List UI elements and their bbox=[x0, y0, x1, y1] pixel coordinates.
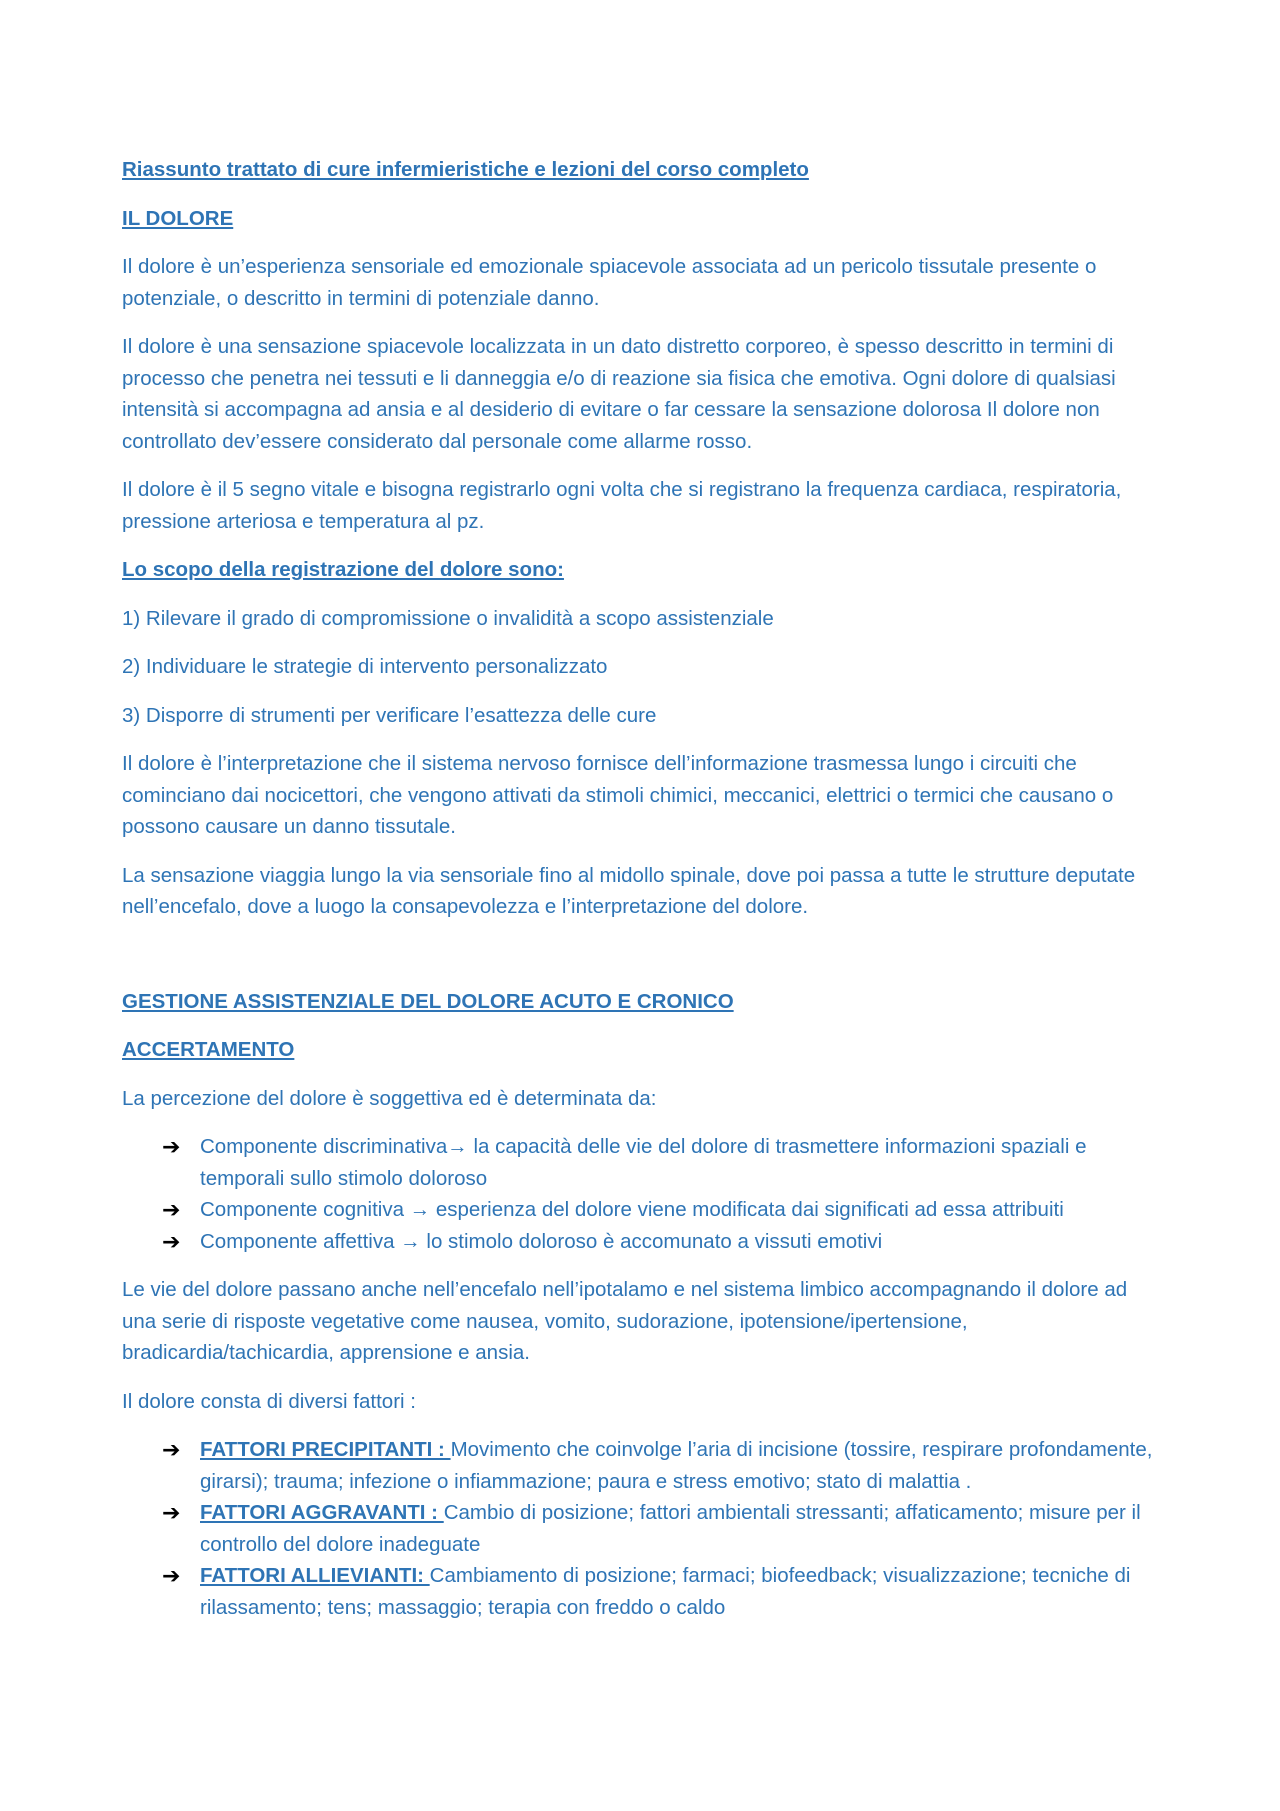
arrow-bullet-icon: ➔ bbox=[162, 1500, 181, 1525]
goal-item: 2) Individuare le strategie di intervento personalizzato bbox=[122, 655, 608, 678]
goal-item: 1) Rilevare il grado di compromissione o invalidità a scopo assistenziale bbox=[122, 606, 774, 630]
component-name: Componente discriminativa bbox=[200, 1135, 448, 1158]
list-item bbox=[122, 1434, 1162, 1497]
paragraph: Il dolore è una sensazione spiacevole localizzata in un dato distretto corporeo, è spesso descritto in termini di processo che penetra nei tessuti e li danneggia e/o di reazione sia fisica che emotiva. Ogni dolore di qualsiasi intensità si accompagna ad ansia e al desiderio di evitare o far cessare la sensazione dolorosa Il dolore non controllato dev’essere considerato dal personale come allarme rosso. bbox=[122, 335, 1116, 453]
component-text: lo stimolo doloroso è accomunato a vissuti emotivi bbox=[420, 1229, 883, 1253]
factor-text: Cambiamento di posizione; farmaci; biofeedback; visualizzazione; tecniche di rilassamento; tens; massaggio; terapia con freddo o caldo bbox=[200, 1564, 1131, 1619]
paragraph: Il dolore è un’esperienza sensoriale ed emozionale spiacevole associata ad un pericolo tissutale presente o potenziale, o descritto in termini di potenziale danno. bbox=[122, 255, 1097, 310]
arrow-bullet-icon: ➔ bbox=[162, 1437, 181, 1462]
factor-label: FATTORI AGGRAVANTI : bbox=[200, 1501, 444, 1524]
arrow-icon: → bbox=[447, 1135, 468, 1158]
list-item bbox=[122, 1226, 1162, 1258]
factor-text: Cambio di posizione; fattori ambientali stressanti; affaticamento; misure per il controllo del dolore inadeguate bbox=[200, 1501, 1141, 1556]
list-item bbox=[122, 1497, 1162, 1560]
arrow-bullet-icon: ➔ bbox=[162, 1228, 181, 1254]
arrow-icon: → bbox=[400, 1229, 421, 1253]
factor-text: Movimento che coinvolge l’aria di incisione (tossire, respirare profondamente, girarsi); trauma; infezione o infiammazione; paura e stress emotivo; stato di malattia . bbox=[200, 1438, 1153, 1493]
factors-list bbox=[122, 1434, 1162, 1623]
spacer bbox=[122, 940, 1162, 986]
factor-label: FATTORI ALLIEVIANTI: bbox=[200, 1564, 430, 1587]
component-name: Componente affettiva bbox=[200, 1229, 401, 1253]
component-text: esperienza del dolore viene modificata dai significati ad essa attribuiti bbox=[430, 1198, 1064, 1221]
document-body bbox=[122, 154, 1162, 1640]
arrow-bullet-icon: ➔ bbox=[162, 1134, 181, 1159]
paragraph: La percezione del dolore è soggettiva ed è determinata da: bbox=[122, 1086, 657, 1110]
factor-label: FATTORI PRECIPITANTI : bbox=[200, 1438, 451, 1461]
components-list bbox=[122, 1131, 1162, 1257]
paragraph: Il dolore è l’interpretazione che il sistema nervoso fornisce dell’informazione trasmessa lungo i circuiti che cominciano dai nocicettori, che vengono attivati da stimoli chimici, meccanici, elettrici o termici che causano o possono causare un danno tissutale. bbox=[122, 752, 1114, 838]
paragraph: Il dolore consta di diversi fattori : bbox=[122, 1389, 416, 1413]
subheading-accertamento: ACCERTAMENTO bbox=[122, 1038, 295, 1061]
goal-item: 3) Disporre di strumenti per verificare l’esattezza delle cure bbox=[122, 703, 657, 727]
paragraph: Il dolore è il 5 segno vitale e bisogna registrarlo ogni volta che si registrano la frequenza cardiaca, respiratoria, pressione arteriosa e temperatura al pz. bbox=[122, 478, 1122, 533]
subheading-scopo: Lo scopo della registrazione del dolore sono: bbox=[122, 558, 564, 581]
section-heading-gestione: GESTIONE ASSISTENZIALE DEL DOLORE ACUTO E CRONICO bbox=[122, 989, 734, 1013]
arrow-bullet-icon: ➔ bbox=[162, 1197, 181, 1222]
section-heading-il-dolore: IL DOLORE bbox=[122, 206, 234, 230]
list-item bbox=[122, 1194, 1162, 1226]
paragraph: La sensazione viaggia lungo la via sensoriale fino al midollo spinale, dove poi passa a tutte le strutture deputate nell’encefalo, dove a luogo la consapevolezza e l’interpretazione del dolore. bbox=[122, 863, 1136, 918]
component-name: Componente cognitiva bbox=[200, 1198, 410, 1221]
component-text: la capacità delle vie del dolore di trasmettere informazioni spaziali e temporali sullo stimolo doloroso bbox=[200, 1135, 1087, 1190]
arrow-icon: → bbox=[409, 1198, 431, 1221]
list-item bbox=[122, 1560, 1162, 1623]
paragraph: Le vie del dolore passano anche nell’encefalo nell’ipotalamo e nel sistema limbico accompagnando il dolore ad una serie di risposte vegetative come nausea, vomito, sudorazione, ipotensione/ipertensione, bradicardia/tachicardia, apprensione e ansia. bbox=[122, 1278, 1128, 1364]
list-item bbox=[122, 1131, 1162, 1194]
document-title: Riassunto trattato di cure infermieristiche e lezioni del corso completo bbox=[122, 158, 809, 181]
arrow-bullet-icon: ➔ bbox=[162, 1563, 181, 1588]
